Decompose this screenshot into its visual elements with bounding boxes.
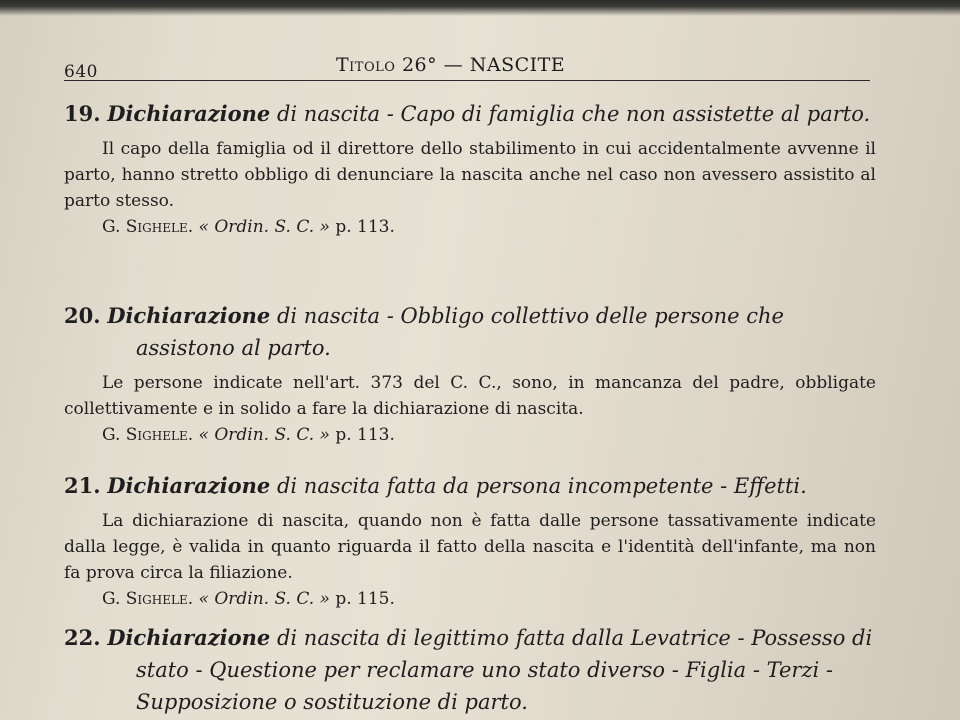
entry-title <box>64 622 876 718</box>
entry-number: 22. <box>64 625 101 650</box>
reference-author: G. Sighele. <box>102 589 194 609</box>
entry-body: Il capo della famiglia od il direttore dello stabilimento in cui accidentalmente avvenne il parto, hanno stretto obbligo di denunciare la nascita anche nel caso non avessero assistito al parto stesso. <box>64 139 876 211</box>
entry-title-text: di nascita fatta da persona incompetente - Effetti. <box>270 474 807 498</box>
reference-work: « Ordin. S. C. » <box>198 589 330 609</box>
reference-work: « Ordin. S. C. » <box>198 217 330 237</box>
entry-body: Le persone indicate nell'art. 373 del C. C., sono, in mancanza del padre, obbligate collettivamente e in solido a fare la dichiarazione di nascita. <box>64 373 876 419</box>
entry-title <box>64 470 876 502</box>
entry-title-text: di nascita - Capo di famiglia che non assistette al parto. <box>270 102 871 126</box>
reference-author: G. Sighele. <box>102 217 194 237</box>
entry-body: La dichiarazione di nascita, quando non è fatta dalle persone tassativamente indicate dalla legge, è valida in quanto riguarda il fatto della nascita e l'identità dell'infante, ma non fa prova circa la filiazione. <box>64 511 876 583</box>
page-number: 640 <box>64 62 98 82</box>
entry-keyword: Dichiarazione <box>107 101 271 126</box>
entry-number: 21. <box>64 473 101 498</box>
running-title: Titolo 26° — NASCITE <box>336 54 566 76</box>
entry-22 <box>64 622 876 718</box>
entry-title-text: di nascita di legittimo fatta dalla Levatrice - Possesso di stato - Questione per reclamare uno stato diverso - Figlia - Terzi - Supposizione o sostituzione di parto. <box>136 626 873 714</box>
entry-keyword: Dichiarazione <box>107 625 271 650</box>
entry-21 <box>64 470 876 612</box>
page-header <box>64 52 870 81</box>
entry-title-text: di nascita - Obbligo collettivo delle persone che assistono al parto. <box>136 304 784 360</box>
reference-page: p. 115. <box>335 589 395 609</box>
entry-20 <box>64 300 876 448</box>
entry-number: 20. <box>64 303 101 328</box>
entry-19 <box>64 98 876 240</box>
reference-page: p. 113. <box>335 217 395 237</box>
entry-reference <box>64 586 876 612</box>
reference-page: p. 113. <box>335 425 395 445</box>
reference-author: G. Sighele. <box>102 425 194 445</box>
entry-reference <box>64 214 876 240</box>
entry-number: 19. <box>64 101 101 126</box>
entry-reference <box>64 422 876 448</box>
entry-title <box>64 98 876 130</box>
entry-keyword: Dichiarazione <box>107 303 271 328</box>
top-shadow <box>0 0 960 16</box>
entry-keyword: Dichiarazione <box>107 473 271 498</box>
entry-title <box>64 300 876 364</box>
reference-work: « Ordin. S. C. » <box>198 425 330 445</box>
